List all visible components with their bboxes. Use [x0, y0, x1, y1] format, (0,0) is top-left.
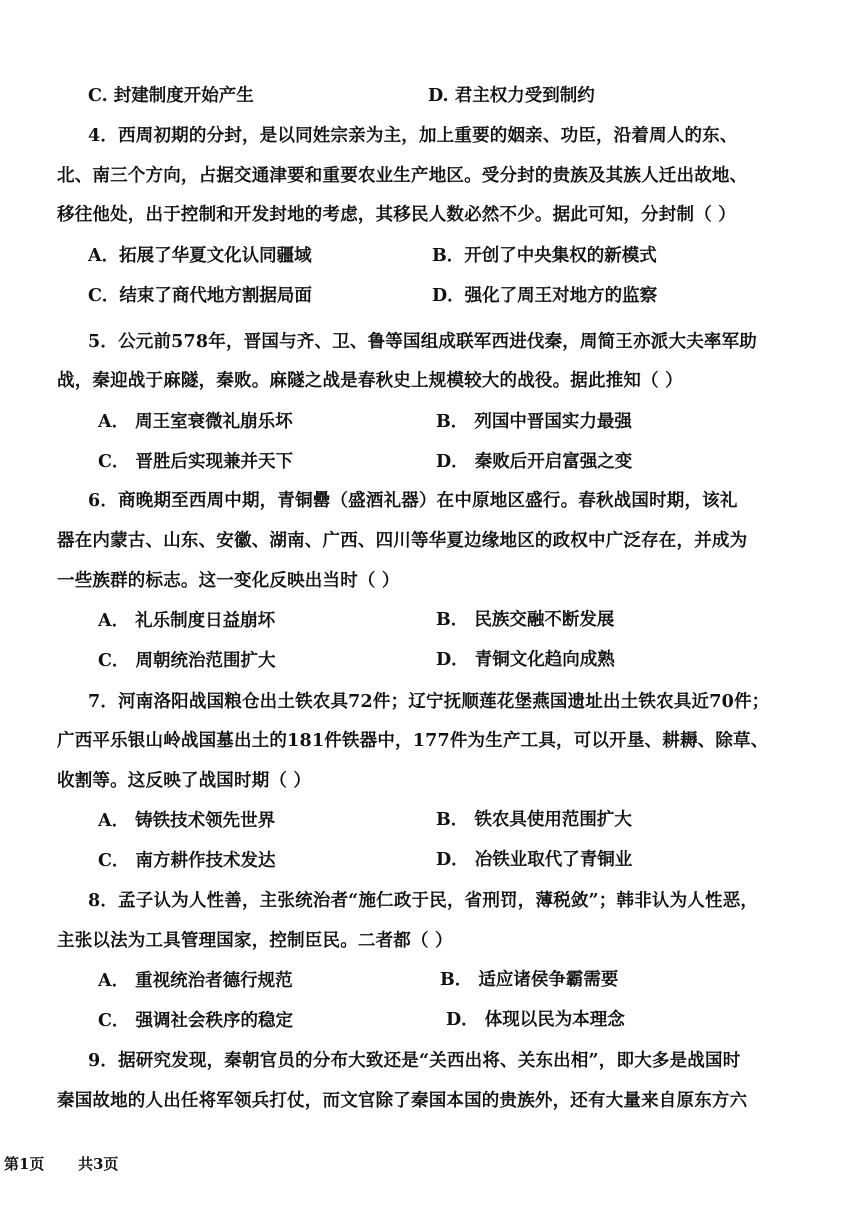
q7-stem-line1: 7．河南洛阳战国粮仓出土铁农具72件；辽宁抚顺莲花堡燕国遗址出土铁农具近70件； [88, 692, 770, 712]
q6-stem-line3: 一些族群的标志。这一变化反映出当时（ ） [57, 571, 400, 591]
q7-stem-line3: 收割等。这反映了战国时期（ ） [57, 771, 312, 791]
q7-option-c: C． 南方耕作技术发达 [98, 851, 276, 871]
q5-option-c: C． 晋胜后实现兼并天下 [98, 452, 294, 472]
q8-option-a: A． 重视统治者德行规范 [98, 971, 293, 991]
q4-stem-line3: 移往他处，出于控制和开发封地的考虑，其移民人数必然不少。据此可知，分封制（ ） [57, 205, 736, 225]
q8-option-b: B． 适应诸侯争霸需要 [440, 970, 619, 990]
q4-stem-line2: 北、南三个方向，占据交通津要和重要农业生产地区。受分封的贵族及其族人迁出故地、 [57, 166, 748, 186]
q4-option-b: B．开创了中央集权的新模式 [432, 246, 657, 266]
q9-stem-line1: 9．据研究发现，秦朝官员的分布大致还是“关西出将、关东出相”，即大多是战国时 [88, 1051, 741, 1071]
q6-option-d: D． 青铜文化趋向成熟 [436, 650, 615, 670]
q6-option-c: C． 周朝统治范围扩大 [98, 651, 276, 671]
q8-option-c: C． 强调社会秩序的稳定 [98, 1011, 294, 1031]
q6-option-b: B． 民族交融不断发展 [436, 610, 615, 630]
q5-stem-line2: 战，秦迎战于麻隧，秦败。麻隧之战是春秋史上规模较大的战役。据此推知（ ） [57, 371, 683, 391]
q7-stem-line2: 广西平乐银山岭战国墓出土的181件铁器中，177件为生产工具，可以开垦、耕耨、除草、 [57, 731, 769, 751]
q6-stem-line2: 器在内蒙古、山东、安徽、湖南、广西、四川等华夏边缘地区的政权中广泛存在，并成为 [57, 531, 748, 551]
q8-stem-line1: 8．孟子认为人性善，主张统治者“施仁政于民，省刑罚，薄税敛”；韩非认为人性恶， [88, 891, 759, 911]
q8-option-d: D． 体现以民为本理念 [446, 1010, 625, 1030]
q7-option-b: B． 铁农具使用范围扩大 [436, 810, 632, 830]
q6-option-a: A． 礼乐制度日益崩坏 [98, 611, 276, 631]
q3-option-c: C. 封建制度开始产生 [88, 86, 254, 106]
footer-total-pages: 共3页 [78, 1155, 119, 1173]
q4-option-a: A．拓展了华夏文化认同疆域 [88, 246, 312, 266]
q7-option-a: A． 铸铁技术领先世界 [98, 811, 276, 831]
q5-option-b: B． 列国中晋国实力最强 [436, 412, 632, 432]
q5-stem-line1: 5．公元前578年，晋国与齐、卫、鲁等国组成联军西进伐秦，周简王亦派大夫率军助 [88, 332, 758, 352]
q4-stem-line1: 4．西周初期的分封，是以同姓宗亲为主，加上重要的姻亲、功臣，沿着周人的东、 [88, 126, 738, 146]
q5-option-a: A． 周王室衰微礼崩乐坏 [98, 412, 293, 432]
q3-option-d: D. 君主权力受到制约 [428, 86, 595, 106]
q4-option-d: D．强化了周王对地方的监察 [432, 286, 658, 306]
q6-stem-line1: 6．商晚期至西周中期，青铜罍（盛酒礼器）在中原地区盛行。春秋战国时期，该礼 [88, 491, 738, 511]
q9-stem-line2: 秦国故地的人出任将军领兵打仗，而文官除了秦国本国的贵族外，还有大量来自原东方六 [57, 1091, 748, 1111]
q8-stem-line2: 主张以法为工具管理国家，控制臣民。二者都（ ） [57, 931, 453, 951]
footer-page-number: 第1页 [4, 1155, 45, 1173]
q7-option-d: D． 冶铁业取代了青铜业 [436, 850, 633, 870]
q5-option-d: D． 秦败后开启富强之变 [436, 452, 633, 472]
q4-option-c: C．结束了商代地方割据局面 [88, 286, 312, 306]
